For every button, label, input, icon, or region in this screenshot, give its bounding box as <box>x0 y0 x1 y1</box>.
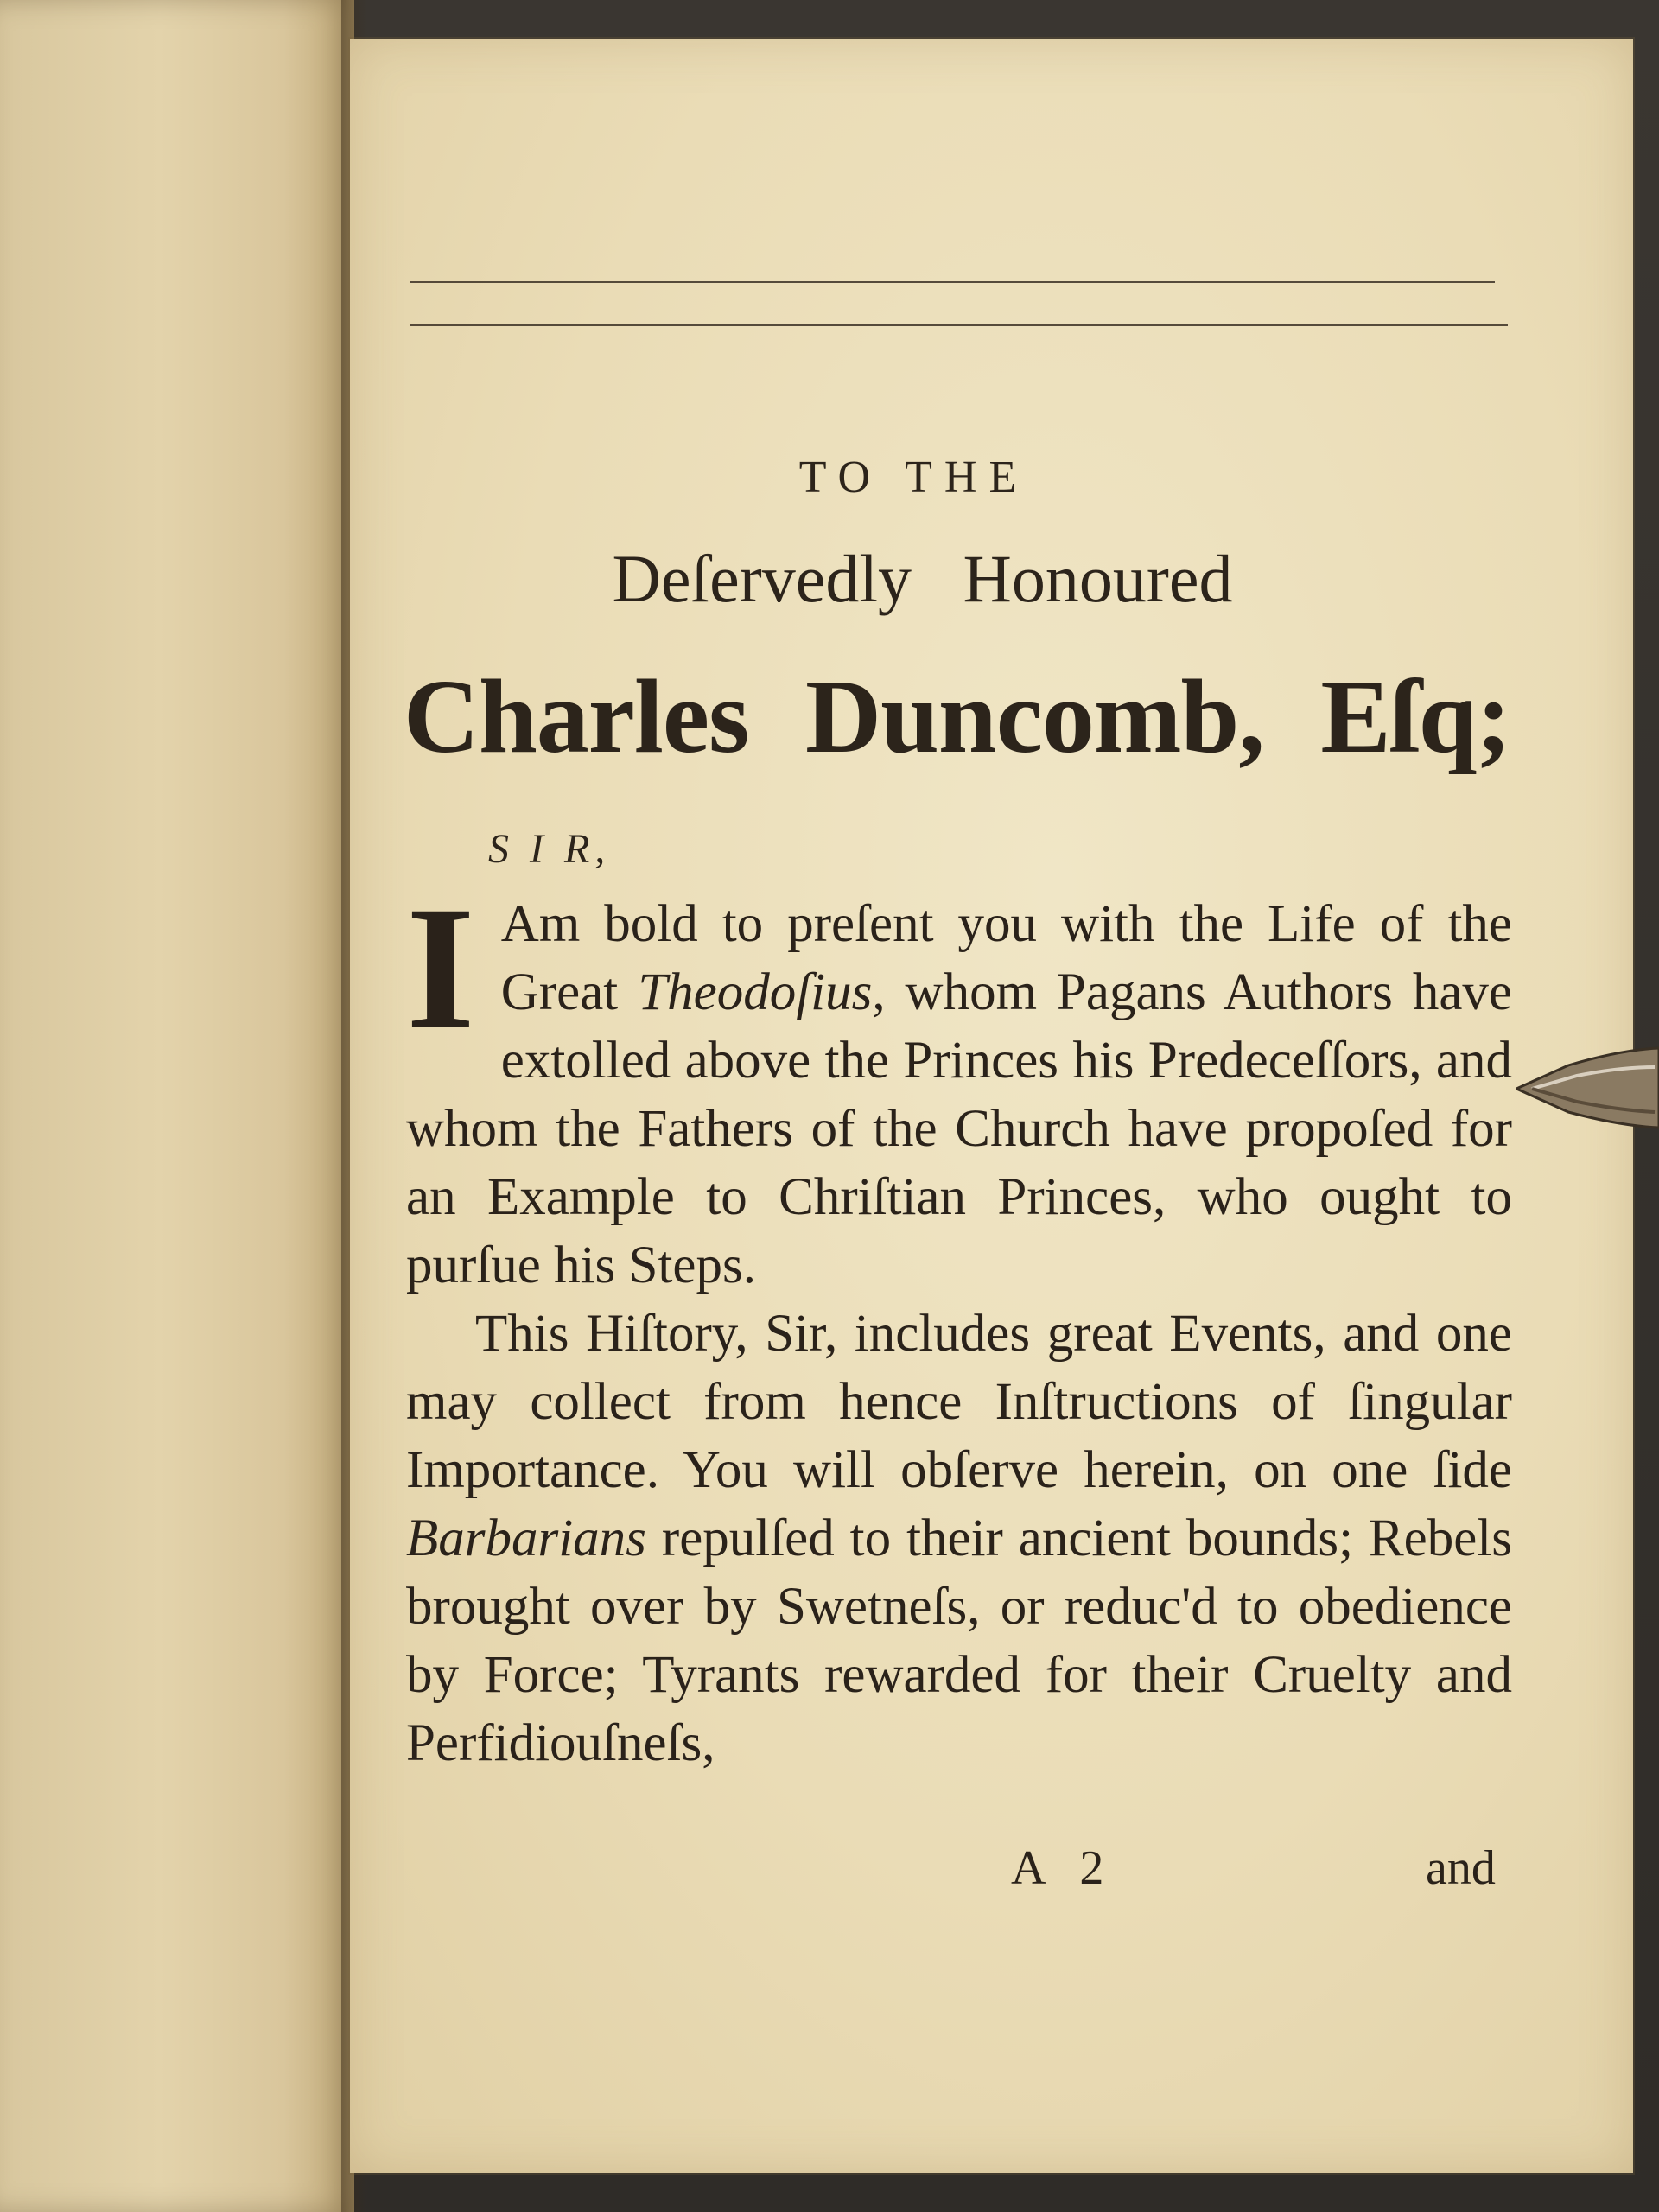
paragraph-1-text-b: , whom Pagans Authors have extolled above the Princes his Predeceſſors, and whom the Fathers of the Church have propoſed for an Example to Chriſtian Princes, who ought to purſue his Steps. <box>406 963 1512 1294</box>
paragraph-2 <box>406 1300 1512 1777</box>
signature-mark: A 2 <box>1011 1841 1116 1895</box>
heading-to-the: TO THE <box>798 453 1029 502</box>
theodosius-name: Theodoſius <box>638 963 873 1021</box>
left-facing-page <box>0 0 354 2212</box>
heading-deservedly-honoured: Deſervedly Honoured <box>612 541 1233 616</box>
page-marker-icon <box>1516 1041 1659 1136</box>
paragraph-1-text-a: Am bold to preſent you with the Life of the Great <box>500 895 1512 1021</box>
bottom-rule-line <box>410 324 1508 326</box>
catchword: and <box>1426 1841 1496 1895</box>
body-text <box>406 870 1512 1777</box>
salutation: S I R, <box>488 826 611 872</box>
paragraph-2-text-b: repulſed to their ancient bounds; Rebels brought over by Swetneſs, or reduc'd to obedience by Force; Tyrants rewarded for their Cruelty and Perfidiouſneſs, <box>406 1510 1512 1772</box>
barbarians-word: Barbarians <box>406 1510 646 1567</box>
drop-cap: I <box>406 870 475 1066</box>
top-rule-line <box>410 281 1495 283</box>
paragraph-2-text-a: This Hiſtory, Sir, includes great Events, and one may collect from hence Inſtructions of ſingular Importance. You will obſerve herein, on one ſide <box>406 1305 1512 1499</box>
main-page <box>350 39 1633 2173</box>
paragraph-1 <box>406 870 1512 1300</box>
dedicatee-name: Charles Duncomb, Eſq; <box>403 658 1511 775</box>
